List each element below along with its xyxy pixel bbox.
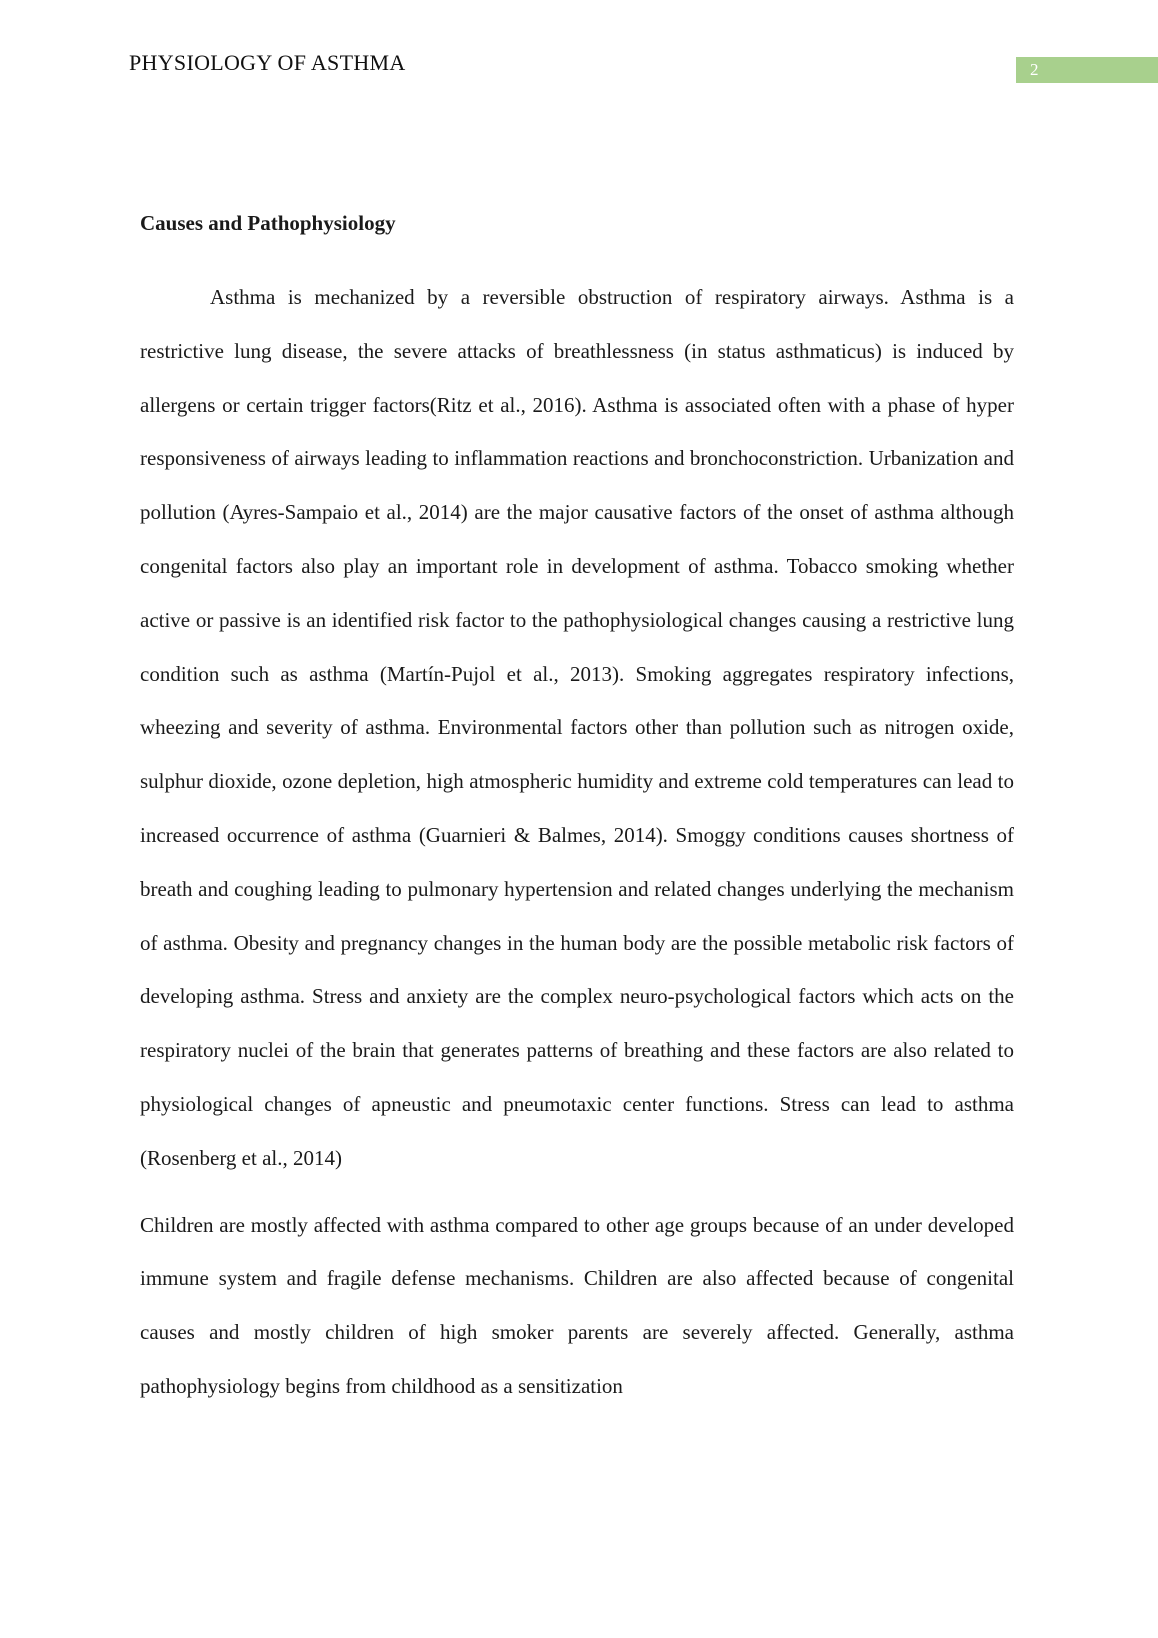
page-number: 2: [1016, 57, 1158, 83]
section-heading: Causes and Pathophysiology: [140, 211, 396, 235]
running-head: PHYSIOLOGY OF ASTHMA: [129, 50, 406, 75]
paragraph-2: Children are mostly affected with asthma compared to other age groups because of an under developed immune system and fragile defense mechanisms. Children are also affected because of congenital causes and mostly children of high smoker parents are severely affected. Generally, asthma pathophysiology begins from childhood as a sensitization: [140, 1212, 1014, 1398]
document-body: [140, 205, 1014, 1414]
paragraph-1: Asthma is mechanized by a reversible obstruction of respiratory airways. Asthma is a restrictive lung disease, the severe attacks of breathlessness (in status asthmaticus) is induced by allergens or certain trigger factors(Ritz et al., 2016). Asthma is associated often with a phase of hyper responsiveness of airways leading to inflammation reactions and bronchoconstriction. Urbanization and pollution (Ayres-Sampaio et al., 2014) are the major causative factors of the onset of asthma although congenital factors also play an important role in development of asthma. Tobacco smoking whether active or passive is an identified risk factor to the pathophysiological changes causing a restrictive lung condition such as asthma (Martín-Pujol et al., 2013). Smoking aggregates respiratory infections, wheezing and severity of asthma. Environmental factors other than pollution such as nitrogen oxide, sulphur dioxide, ozone depletion, high atmospheric humidity and extreme cold temperatures can lead to increased occurrence of asthma (Guarnieri & Balmes, 2014). Smoggy conditions causes shortness of breath and coughing leading to pulmonary hypertension and related changes underlying the mechanism of asthma. Obesity and pregnancy changes in the human body are the possible metabolic risk factors of developing asthma. Stress and anxiety are the complex neuro-psychological factors which acts on the respiratory nuclei of the brain that generates patterns of breathing and these factors are also related to physiological changes of apneustic and pneumotaxic center functions. Stress can lead to asthma (Rosenberg et al., 2014): [140, 285, 1014, 1170]
